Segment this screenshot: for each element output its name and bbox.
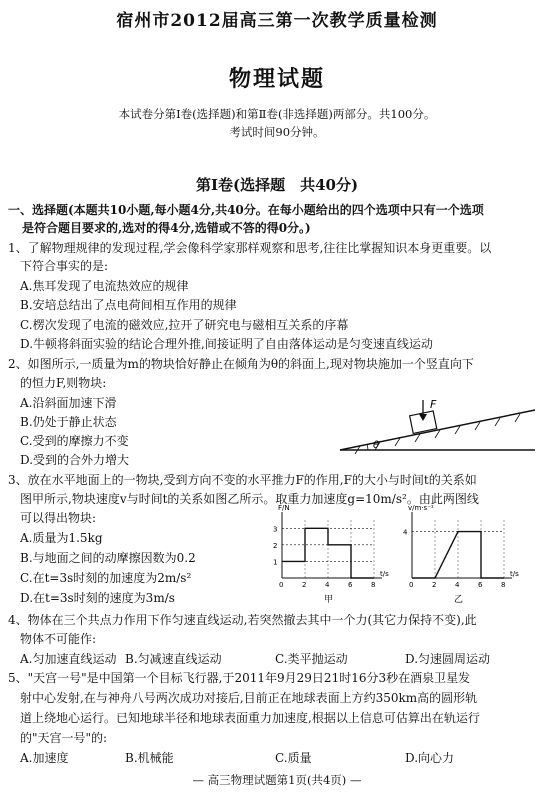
jia-xtick-6: 6 xyxy=(348,581,353,589)
angle-label: θ xyxy=(373,440,380,451)
q4-option-d: D.匀速圆周运动 xyxy=(405,652,491,666)
jia-ytick-1: 1 xyxy=(273,558,278,567)
q5-stem-3: 道上绕地心运行。已知地球半径和地球表面重力加速度,根据以上信息可估算出在轨运行 xyxy=(20,711,480,725)
yi-xtick-4: 4 xyxy=(455,581,460,589)
q4-options xyxy=(20,651,490,667)
q1-option-b: B.安培总结出了点电荷间相互作用的规律 xyxy=(20,298,237,312)
q5-stem-4: 的"天宫一号"的: xyxy=(20,731,108,745)
page-footer: — 高三物理试题第1页(共4页) — xyxy=(192,773,362,787)
intro-line-1: 本试卷分第Ⅰ卷(选择题)和第Ⅱ卷(非选择题)两部分。共100分。 xyxy=(118,107,436,121)
jia-ytick-2: 2 xyxy=(273,541,278,550)
incline-surface xyxy=(340,410,535,450)
q4-stem-2: 物体不可能作: xyxy=(20,632,97,646)
q1-option-d: D.牛顿将斜面实验的结论合理外推,间接证明了自由落体运动是匀变速直线运动 xyxy=(20,337,433,351)
q5-option-d: D.向心力 xyxy=(405,751,455,765)
yi-ylabel: v/m·s⁻¹ xyxy=(408,504,434,512)
q4-option-c: C.类平抛运动 xyxy=(275,652,348,666)
yi-xtick-0: 0 xyxy=(409,581,414,589)
q3-option-d: D.在t=3s时刻的速度为3m/s xyxy=(20,591,175,605)
exam-header: 宿州市2012届高三第一次教学质量检测 xyxy=(116,11,438,31)
intro-line-2: 考试时间90分钟。 xyxy=(229,125,325,139)
q2-stem-2: 的恒力F,则物块: xyxy=(20,376,107,390)
yi-series-line-0 xyxy=(412,532,504,578)
q3-stem-1: 3、放在水平地面上的一物块,受到方向不变的水平推力F的作用,F的大小与时间t的关系如 xyxy=(8,473,477,487)
jia-xlabel: t/s xyxy=(380,570,389,578)
yi-xlabel: t/s xyxy=(510,570,519,578)
yi-xtick-6: 6 xyxy=(478,581,483,589)
q2-option-d: D.受到的合外力增大 xyxy=(20,453,130,467)
q3-stem-3: 可以得出物块: xyxy=(20,511,97,525)
q1-option-a: A.焦耳发现了电流热效应的规律 xyxy=(20,279,189,293)
chart-f-t xyxy=(262,504,402,605)
q2-option-c: C.受到的摩擦力不变 xyxy=(20,434,129,448)
q5-stem-2: 射中心发射,在与神舟八号两次成功对接后,目前正在地球表面上方约350km高的圆形轨 xyxy=(20,691,478,705)
section-title: 第Ⅰ卷(选择题 共40分) xyxy=(195,176,359,194)
q2-option-b: B.仍处于静止状态 xyxy=(20,415,117,429)
instructions-line-1: 一、选择题(本题共10小题,每小题4分,共40分。在每小题给出的四个选项中只有一个选项 xyxy=(8,203,484,217)
jia-ytick-3: 3 xyxy=(273,525,278,534)
jia-xtick-8: 8 xyxy=(371,581,376,589)
q1-stem-2: 下符合事实的是: xyxy=(20,259,109,273)
incline-hatching xyxy=(355,414,520,454)
jia-xtick-2: 2 xyxy=(302,581,307,589)
instructions-line-2: 是符合题目要求的,选对的得4分,选错或不答的得0分。) xyxy=(22,221,311,235)
jia-ylabel: F/N xyxy=(278,504,290,512)
jia-xtick-0: 0 xyxy=(279,581,284,589)
q3-option-b: B.与地面之间的动摩擦因数为0.2 xyxy=(20,551,196,565)
q5-stem-1: 5、"天宫一号"是中国第一个目标飞行器,于2011年9月29日21时16分3秒在酒泉卫星发 xyxy=(8,671,471,685)
jia-xtick-4: 4 xyxy=(325,581,330,589)
q2-option-a: A.沿斜面加速下滑 xyxy=(20,396,117,410)
q1-option-c: C.楞次发现了电流的磁效应,拉开了研究电与磁相互关系的序幕 xyxy=(20,318,349,332)
q5-option-b: B.机械能 xyxy=(125,751,174,765)
q5-option-c: C.质量 xyxy=(275,751,312,765)
q3-option-a: A.质量为1.5kg xyxy=(20,531,103,545)
q2-stem-1: 2、如图所示,一质量为m的物块恰好静止在倾角为θ的斜面上,现对物块施加一个竖直向下 xyxy=(8,357,474,371)
q3-stem-2: 图甲所示,物块速度v与时间t的关系如图乙所示。取重力加速度g=10m/s²。由此两图线 xyxy=(20,492,479,506)
yi-title: 乙 xyxy=(454,595,464,605)
chart-v-t xyxy=(392,504,532,605)
force-label: F xyxy=(430,398,437,411)
q4-stem-1: 4、物体在三个共点力作用下作匀速直线运动,若突然撤去其中一个力(其它力保持不变),此 xyxy=(8,613,477,627)
exam-title: 物理试题 xyxy=(228,66,325,92)
yi-xtick-2: 2 xyxy=(432,581,437,589)
q4-option-a: A.匀加速直线运动 xyxy=(20,652,117,666)
yi-ytick-4: 4 xyxy=(403,528,408,537)
jia-title: 甲 xyxy=(324,595,334,605)
q4-option-b: B.匀减速直线运动 xyxy=(125,652,222,666)
q5-option-a: A.加速度 xyxy=(20,751,69,765)
q1-stem-1: 1、了解物理规律的发现过程,学会像科学家那样观察和思考,往往比掌握知识本身更重要。以 xyxy=(8,241,492,255)
q3-option-c: C.在t=3s时刻的加速度为2m/s² xyxy=(20,571,192,585)
incline-figure xyxy=(330,396,545,456)
yi-xtick-8: 8 xyxy=(501,581,506,589)
q5-options xyxy=(20,750,454,766)
